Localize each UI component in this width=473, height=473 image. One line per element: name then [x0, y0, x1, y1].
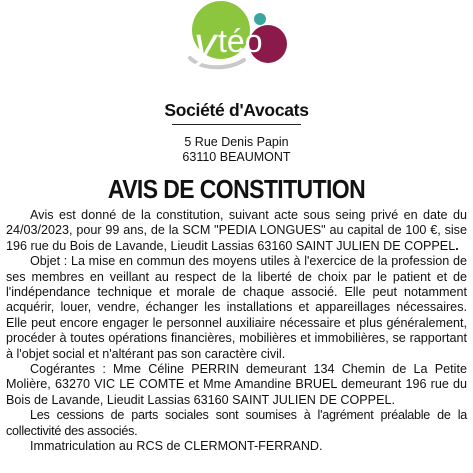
- logo-mark: y: [194, 19, 216, 68]
- teo-logo: [188, 0, 292, 70]
- constitution-end: .: [455, 238, 459, 253]
- firm-city: 63110 BEAUMONT: [182, 150, 291, 164]
- divider: [172, 124, 301, 125]
- logo-text: téo: [218, 23, 263, 59]
- managers-paragraph: Cogérantes : Mme Céline PERRIN demeurant 134 Chemin de La Petite Molière, 63270 VIC LE COMTE et Mme Amandine BRUEL demeurant 196 rue du Bois de Lavande, Lieudit Lassias 63160 SAINT JULIEN DE COPPEL.: [6, 362, 467, 407]
- firm-name: Société d'Avocats: [164, 100, 309, 120]
- notice-title: AVIS DE CONSTITUTION: [107, 174, 366, 204]
- constitution-paragraph: [6, 208, 467, 254]
- transfers-paragraph: Les cessions de parts sociales sont soumises à l'agrément préalable de la collectivité des associés.: [6, 408, 467, 438]
- object-paragraph: Objet : La mise en commun des moyens utiles à l'exercice de la profession de ses membres en veillant au respect de la liberté de choix par le patient et de l'indépendance technique et morale de chaque associé. Elle peut notamment acquérir, louer, vendre, échanger les installations et appareillages nécessaires. Elle peut encore engager le personnel auxiliaire nécessaire et plus généralement, procéder à toutes opérations financières, mobilières et immobilières, se rapportant à l'objet social et n'altérant pas son caractère civil.: [6, 254, 467, 361]
- notice-body: [6, 208, 467, 455]
- firm-street: 5 Rue Denis Papin: [184, 135, 289, 149]
- registration-paragraph: Immatriculation au RCS de CLERMONT-FERRAND.: [30, 439, 323, 454]
- constitution-text: Avis est donné de la constitution, suivant acte sous seing privé en date du 24/03/2023, pour 99 ans, de la SCM "PEDIA LONGUES" au capital de 100 €, sise 196 rue du Bois de Lavande, Lieudit Lassias 63160 SAINT JULIEN DE COPPEL: [6, 208, 467, 253]
